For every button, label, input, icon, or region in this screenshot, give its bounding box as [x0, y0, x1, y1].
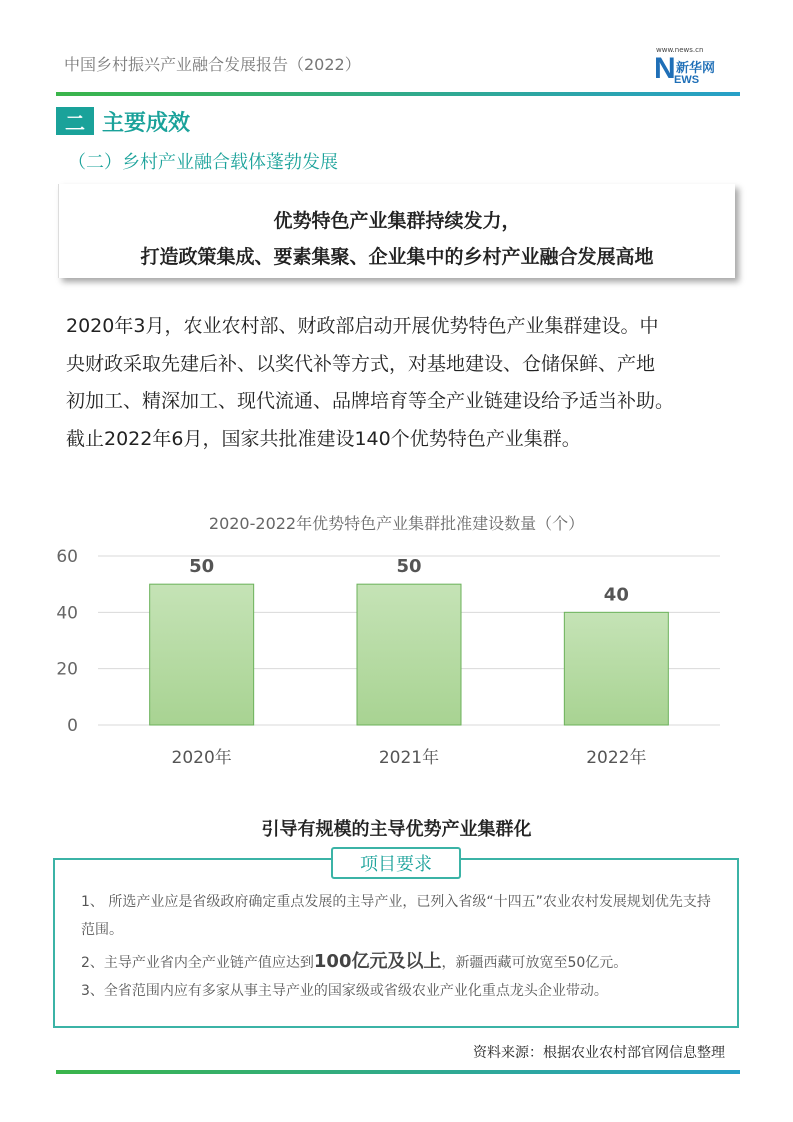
report-title: 中国乡村振兴产业融合发展报告（2022）: [64, 55, 361, 74]
x-tick-label: 2021年: [378, 748, 440, 768]
body-line: 2020年3月，农业农村部、财政部启动开展优势特色产业集群建设。中: [66, 315, 659, 337]
y-tick-label: 0: [67, 716, 78, 736]
footer-divider: [56, 1070, 740, 1074]
section-number-badge: 二: [56, 107, 94, 135]
requirements-box: [53, 854, 739, 1028]
chart-title: 2020-2022年优势特色产业集群批准建设数量（个）: [208, 514, 585, 533]
callout-box: [58, 184, 735, 278]
x-tick-label: 2020年: [171, 748, 232, 768]
callout-line-1: 优势特色产业集群持续发力，: [273, 210, 521, 232]
requirements-tab: 项目要求: [331, 847, 461, 879]
logo-brand-cn: 新华网: [676, 61, 716, 76]
chart-caption: 引导有规模的主导优势产业集群化: [261, 819, 532, 840]
data-label: 50: [189, 556, 215, 578]
body-line: 初加工、精深加工、现代流通、品牌培育等全产业链建设给予适当补助。: [66, 390, 675, 412]
data-label: 40: [603, 584, 629, 606]
data-label: 50: [396, 556, 422, 578]
xinhuanet-logo: [654, 46, 732, 92]
requirement-item-2-highlight: 100亿元及以上: [313, 951, 442, 972]
body-line: 截止2022年6月，国家共批准建设140个优势特色产业集群。: [66, 427, 581, 450]
requirements-list: [81, 888, 721, 1005]
logo-letters-ews: EWS: [674, 74, 700, 86]
section-title: 主要成效: [102, 110, 191, 136]
source-note: 资料来源：根据农业农村部官网信息整理: [473, 1045, 725, 1061]
requirement-item-2: [81, 948, 721, 977]
x-tick-label: 2022年: [586, 748, 647, 768]
bar: [357, 584, 461, 725]
body-paragraph: [66, 308, 742, 458]
logo-letter-n: N: [654, 52, 676, 85]
y-tick-label: 60: [56, 547, 78, 567]
bar: [150, 584, 254, 725]
body-line: 央财政采取先建后补、以奖代补等方式，对基地建设、仓储保鲜、产地: [66, 352, 656, 375]
requirement-item-1: 1、 所选产业应是省级政府确定重点发展的主导产业，已列入省级“十四五”农业农村发展规划优先支持范围。: [81, 894, 711, 938]
requirement-item-2-post: ，新疆西藏可放宽至50亿元。: [441, 955, 628, 971]
requirement-item-3: 3、全省范围内应有多家从事主导产业的国家级或省级农业产业化重点龙头企业带动。: [81, 983, 608, 999]
subsection-title: （二）乡村产业融合载体蓬勃发展: [68, 152, 338, 173]
callout-line-2: 打造政策集成、要素集聚、企业集中的乡村产业融合发展高地: [140, 246, 654, 268]
section-heading: [56, 106, 190, 136]
y-tick-label: 40: [56, 603, 78, 624]
logo-url-text: www.news.cn: [656, 46, 704, 54]
requirement-item-2-pre: 2、主导产业省内全产业链产值应达到: [81, 955, 314, 971]
header-divider: [56, 92, 740, 96]
y-tick-label: 20: [56, 659, 78, 680]
bar-chart: [0, 540, 793, 780]
bar: [564, 612, 668, 725]
